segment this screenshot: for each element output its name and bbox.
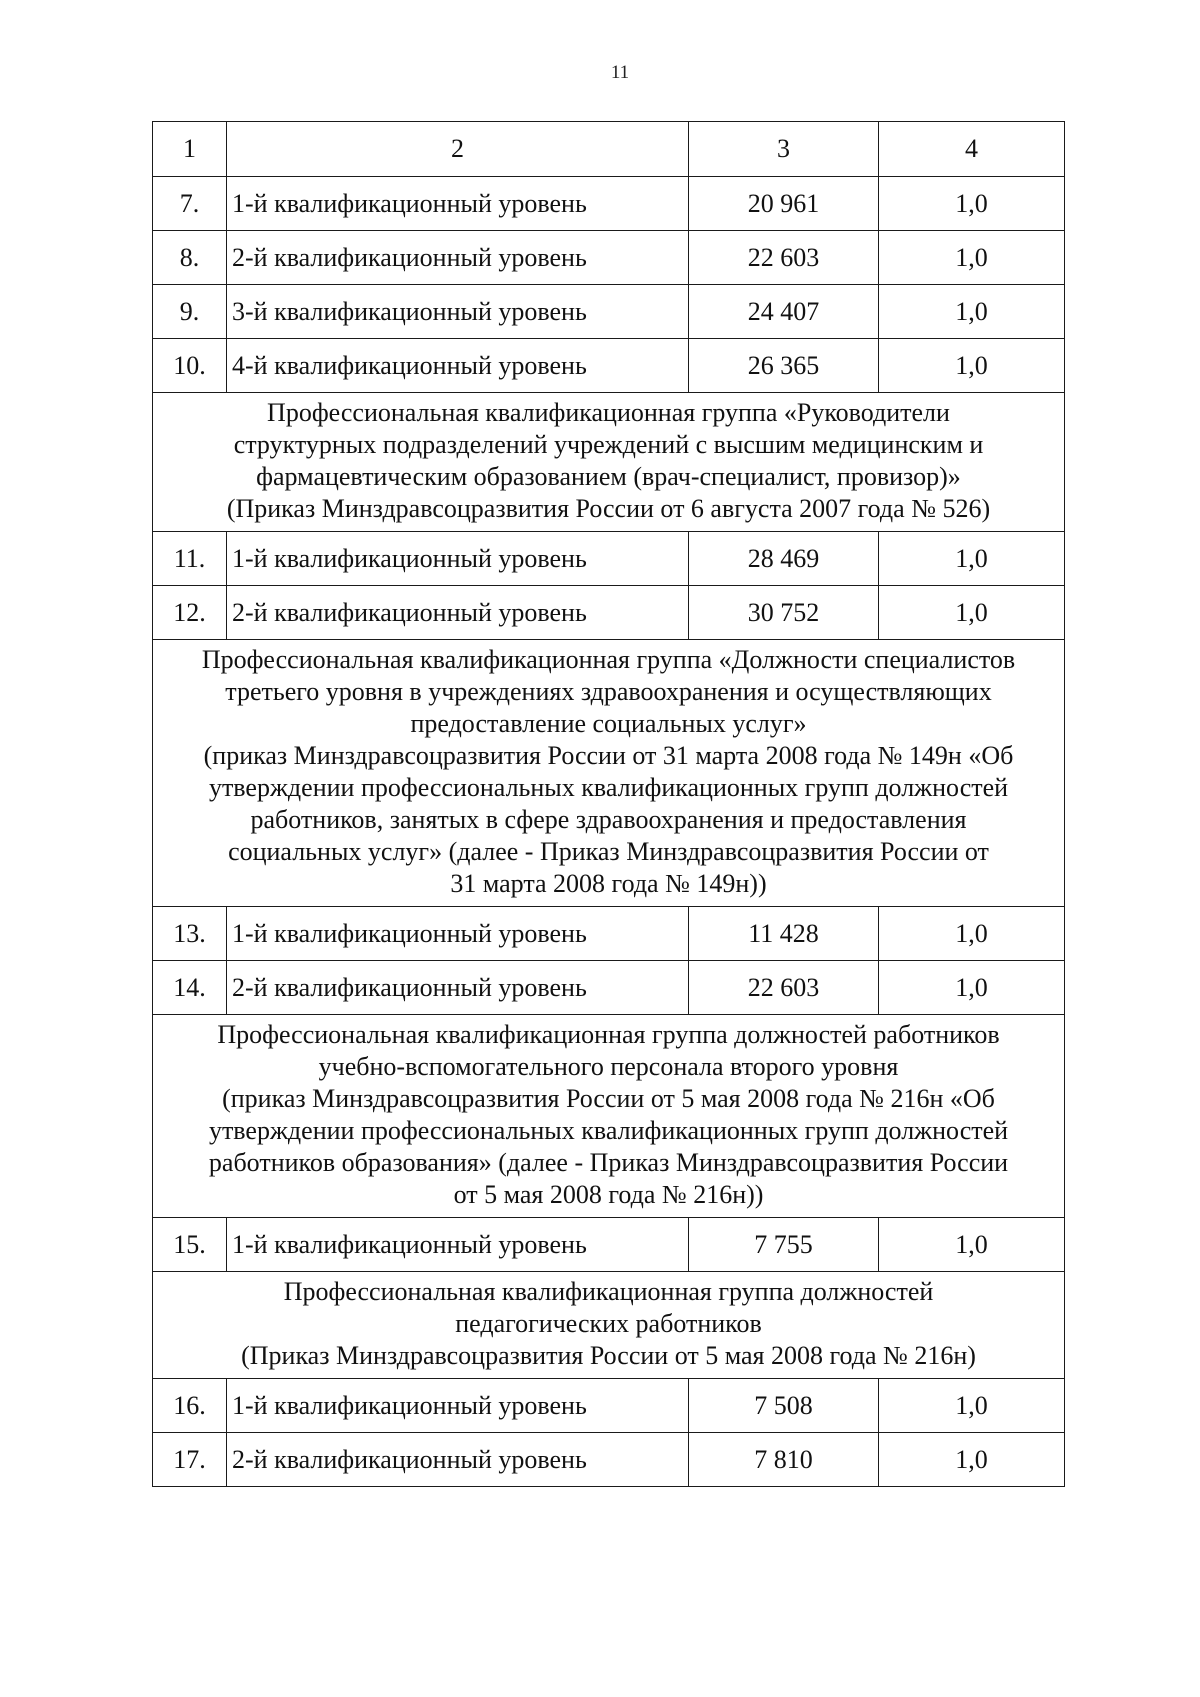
column-number-4: 4: [879, 122, 1065, 177]
group-title-line: Профессиональная квалификационная группа должностей работников: [217, 1020, 1000, 1049]
table-row: [153, 231, 1065, 285]
qualification-level: 1-й квалификационный уровень: [227, 177, 689, 231]
column-number-2: 2: [227, 122, 689, 177]
coefficient-value: 1,0: [879, 1218, 1065, 1272]
group-title-line: утверждении профессиональных квалификационных групп должностей: [208, 1116, 1009, 1145]
group-header-row: [153, 1272, 1065, 1379]
qualification-level: 2-й квалификационный уровень: [227, 231, 689, 285]
group-title-line: (приказ Минздравсоцразвития России от 5 мая 2008 года № 216н «Об: [222, 1084, 995, 1113]
row-number: 12.: [153, 586, 227, 640]
row-number: 16.: [153, 1379, 227, 1433]
group-title-line: Профессиональная квалификационная группа должностей: [283, 1277, 934, 1306]
row-number: 17.: [153, 1433, 227, 1487]
salary-value: 11 428: [689, 907, 879, 961]
table-row: [153, 1379, 1065, 1433]
row-number: 14.: [153, 961, 227, 1015]
group-title-line: (Приказ Минздравсоцразвития России от 6 августа 2007 года № 526): [226, 494, 991, 523]
coefficient-value: 1,0: [879, 586, 1065, 640]
table-row: [153, 177, 1065, 231]
group-title-line: фармацевтическим образованием (врач-специалист, провизор)»: [256, 462, 961, 491]
group-title-line: третьего уровня в учреждениях здравоохранения и осуществляющих: [225, 677, 992, 706]
group-title-line: структурных подразделений учреждений с высшим медицинским и: [233, 430, 984, 459]
salary-value: 26 365: [689, 339, 879, 393]
table-row: [153, 586, 1065, 640]
coefficient-value: 1,0: [879, 1433, 1065, 1487]
group-title-line: учебно-вспомогательного персонала второго уровня: [318, 1052, 899, 1081]
table-row: [153, 285, 1065, 339]
table-row: [153, 961, 1065, 1015]
row-number: 11.: [153, 532, 227, 586]
coefficient-value: 1,0: [879, 231, 1065, 285]
group-title-line: предоставление социальных услуг»: [410, 709, 807, 738]
qualification-level: 4-й квалификационный уровень: [227, 339, 689, 393]
column-number-3: 3: [689, 122, 879, 177]
group-header-row: [153, 1015, 1065, 1218]
group-title-line: работников, занятых в сфере здравоохранения и предоставления: [250, 805, 967, 834]
group-title: [153, 640, 1065, 907]
coefficient-value: 1,0: [879, 339, 1065, 393]
qualification-level: 1-й квалификационный уровень: [227, 1218, 689, 1272]
group-title-line: 31 марта 2008 года № 149н)): [450, 869, 767, 898]
table-row: [153, 532, 1065, 586]
salary-value: 7 755: [689, 1218, 879, 1272]
row-number: 15.: [153, 1218, 227, 1272]
table-row: [153, 339, 1065, 393]
salary-value: 28 469: [689, 532, 879, 586]
group-title-line: Профессиональная квалификационная группа «Руководители: [267, 398, 950, 427]
coefficient-value: 1,0: [879, 961, 1065, 1015]
group-title-line: педагогических работников: [455, 1309, 762, 1338]
table-row: [153, 907, 1065, 961]
column-number-1: 1: [153, 122, 227, 177]
qualification-level: 2-й квалификационный уровень: [227, 961, 689, 1015]
group-title-line: от 5 мая 2008 года № 216н)): [453, 1180, 764, 1209]
salary-value: 7 810: [689, 1433, 879, 1487]
coefficient-value: 1,0: [879, 532, 1065, 586]
coefficient-value: 1,0: [879, 177, 1065, 231]
page-number: 11: [610, 62, 630, 83]
qualification-level: 1-й квалификационный уровень: [227, 532, 689, 586]
salary-value: 7 508: [689, 1379, 879, 1433]
group-title: [153, 1015, 1065, 1218]
coefficient-value: 1,0: [879, 285, 1065, 339]
salary-value: 20 961: [689, 177, 879, 231]
salary-value: 22 603: [689, 231, 879, 285]
table-body: [153, 122, 1065, 1487]
salary-table: [152, 121, 1065, 1487]
row-number: 10.: [153, 339, 227, 393]
salary-value: 30 752: [689, 586, 879, 640]
group-header-row: [153, 393, 1065, 532]
row-number: 8.: [153, 231, 227, 285]
coefficient-value: 1,0: [879, 907, 1065, 961]
qualification-level: 1-й квалификационный уровень: [227, 1379, 689, 1433]
qualification-level: 2-й квалификационный уровень: [227, 586, 689, 640]
group-title-line: утверждении профессиональных квалификационных групп должностей: [208, 773, 1009, 802]
qualification-level: 3-й квалификационный уровень: [227, 285, 689, 339]
salary-value: 24 407: [689, 285, 879, 339]
group-title: [153, 393, 1065, 532]
group-title-line: (приказ Минздравсоцразвития России от 31 марта 2008 года № 149н «Об: [203, 741, 1014, 770]
group-title-line: работников образования» (далее - Приказ Минздравсоцразвития России: [208, 1148, 1009, 1177]
group-title-line: (Приказ Минздравсоцразвития России от 5 мая 2008 года № 216н): [241, 1341, 976, 1370]
coefficient-value: 1,0: [879, 1379, 1065, 1433]
qualification-level: 2-й квалификационный уровень: [227, 1433, 689, 1487]
row-number: 13.: [153, 907, 227, 961]
row-number: 9.: [153, 285, 227, 339]
group-title-line: социальных услуг» (далее - Приказ Минздравсоцразвития России от: [228, 837, 989, 866]
salary-value: 22 603: [689, 961, 879, 1015]
group-title-line: Профессиональная квалификационная группа «Должности специалистов: [201, 645, 1016, 674]
group-header-row: [153, 640, 1065, 907]
table-row: [153, 1218, 1065, 1272]
row-number: 7.: [153, 177, 227, 231]
column-number-row: [153, 122, 1065, 177]
group-title: [153, 1272, 1065, 1379]
qualification-level: 1-й квалификационный уровень: [227, 907, 689, 961]
table-row: [153, 1433, 1065, 1487]
